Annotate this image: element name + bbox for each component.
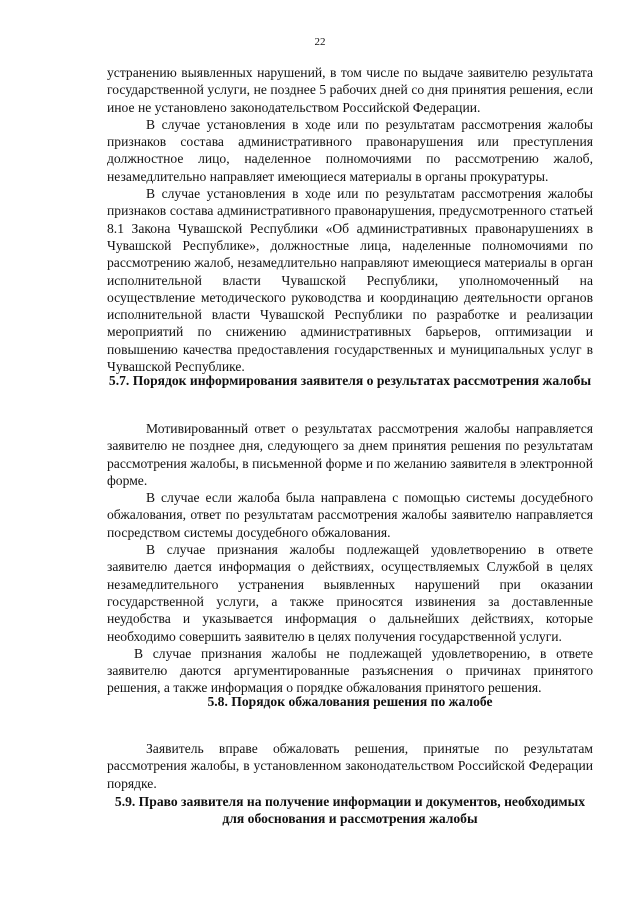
section-heading: 5.9. Право заявителя на получение информации и документов, необходимых для обоснования и рассмотрения жалобы (114, 794, 586, 827)
paragraph: Заявитель вправе обжаловать решения, принятые по результатам рассмотрения жалобы, в установленном законодательством Российской Федерации порядке. (107, 741, 593, 791)
section-5-9 (107, 793, 593, 828)
paragraph: устранению выявленных нарушений, в том числе по выдаче заявителю результата государственной услуги, не позднее 5 рабочих дней со дня принятия решения, если иное не установлено законодательством Российской Федерации. (107, 65, 593, 115)
section-heading: 5.8. Порядок обжалования решения по жалобе (207, 694, 493, 709)
text-block-5-7 (107, 420, 593, 697)
paragraph: Мотивированный ответ о результатах рассмотрения жалобы направляется заявителю не позднее дня, следующего за днем принятия решения по результатам рассмотрения жалобы, в письменной форме и по желанию заявителя в электронной форме. (107, 421, 593, 488)
paragraph: В случае если жалоба была направлена с помощью системы досудебного обжалования, ответ по результатам рассмотрения жалобы заявителю направляется посредством системы досудебного обжалования. (107, 490, 593, 540)
paragraph: В случае признания жалобы не подлежащей удовлетворению, в ответе заявителю даются аргументированные разъяснения о причинах принятого решения, а также информация о порядке обжалования принятого решения. (107, 645, 593, 696)
section-5-7 (107, 372, 593, 389)
paragraph: В случае признания жалобы подлежащей удовлетворению в ответе заявителю дается информация о действиях, осуществляемых Службой в целях незамедлительного устранения выявленных нарушений при оказании государственной услуги, а также приносятся извинения за доставленные неудобства и указывается информация о дальнейших действиях, которые необходимо совершить заявителю в целях получения государственной услуги. (107, 542, 593, 644)
section-5-8 (107, 693, 593, 710)
page-number: 22 (314, 36, 326, 48)
section-heading: 5.7. Порядок информирования заявителя о результатах рассмотрения жалобы (108, 373, 592, 388)
text-block-5-8 (107, 740, 593, 792)
paragraph: В случае установления в ходе или по результатам рассмотрения жалобы признаков состава административного правонарушения или преступления должностное лицо, наделенное полномочиями по рассмотрению жалоб, незамедлительно направляет имеющиеся материалы в органы прокуратуры. (107, 116, 593, 184)
text-block-top (107, 64, 593, 375)
paragraph: В случае установления в ходе или по результатам рассмотрения жалобы признаков состава административного правонарушения, предусмотренного статьей 8.1 Закона Чувашской Республики «Об административных правонарушениях в Чувашской Республике», должностные лица, наделенные полномочиями по рассмотрению жалоб, незамедлительно направляют имеющиеся материалы в орган исполнительной власти Чувашской Республики, уполномоченный на осуществление методического руководства и координацию деятельности органов исполнительной власти Чувашской Республики по разработке и реализации мероприятий по снижению административных барьеров, оптимизации и повышению качества предоставления государственных и муниципальных услуг в Чувашской Республике. (107, 186, 593, 375)
